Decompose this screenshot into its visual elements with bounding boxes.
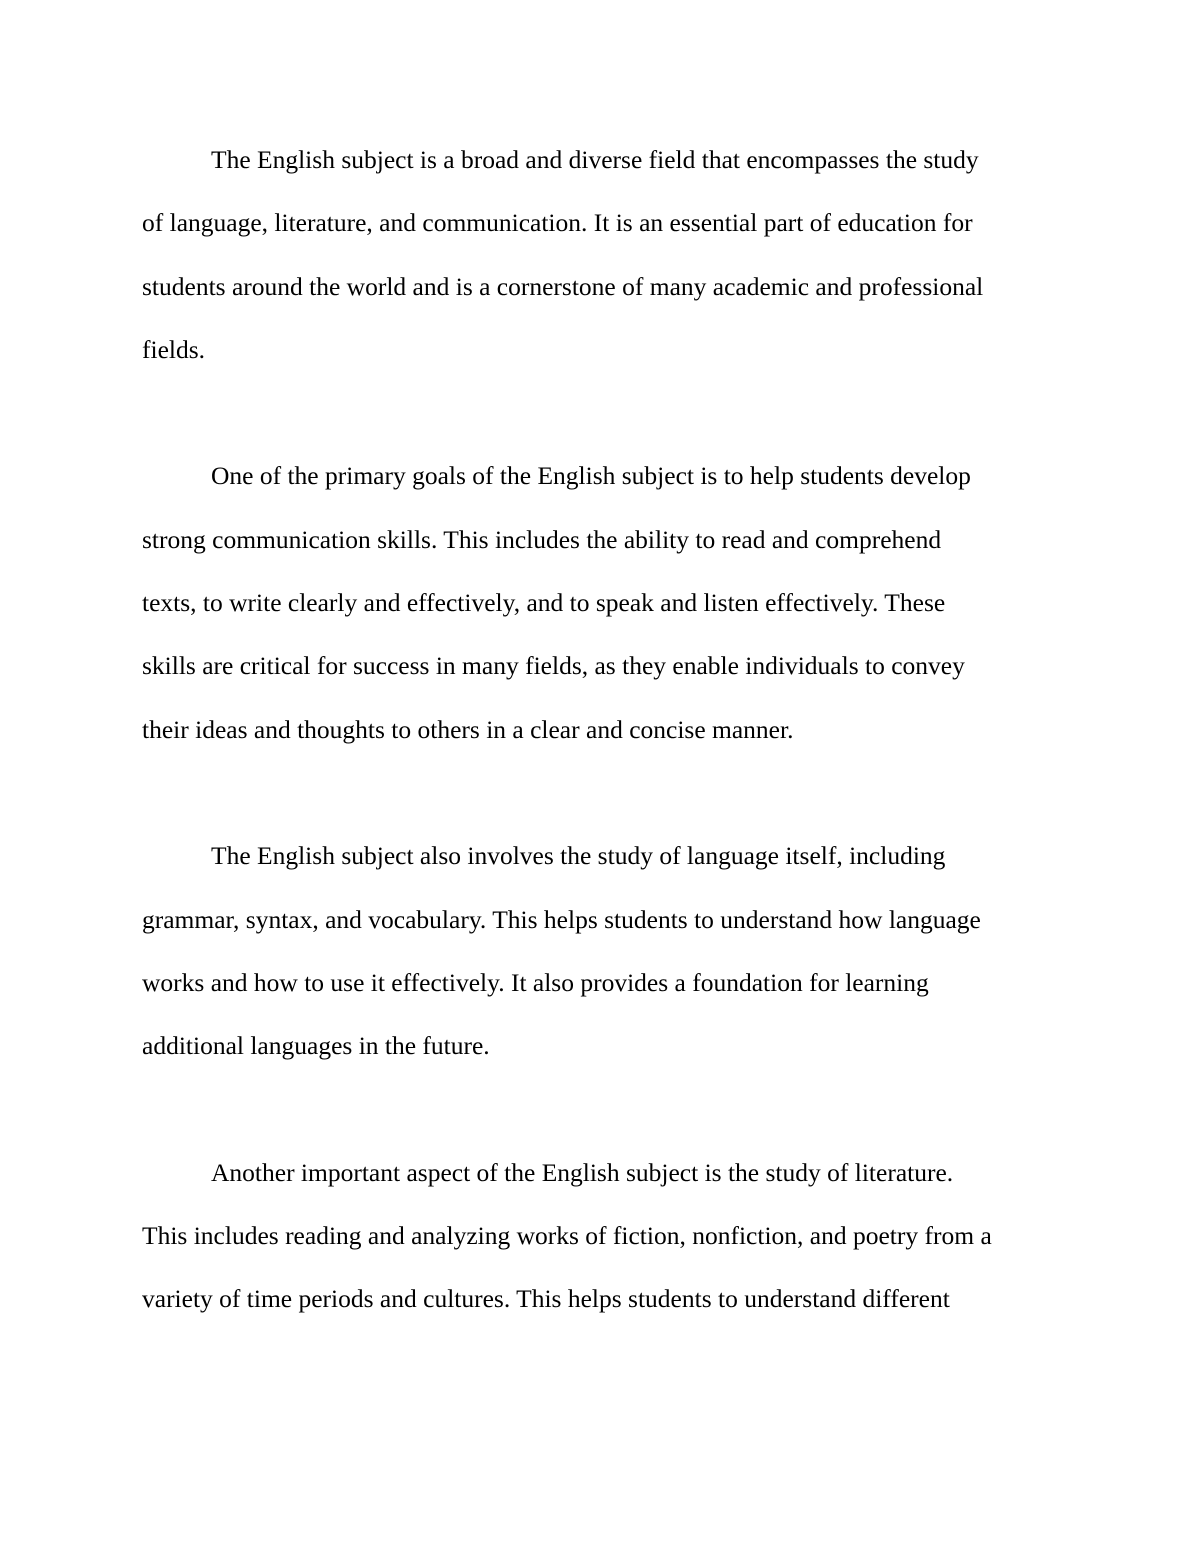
paragraph-spacer	[142, 761, 1060, 824]
paragraph-4	[142, 1141, 1060, 1331]
paragraph-line: of language, literature, and communication. It is an essential part of education for	[142, 208, 973, 238]
paragraph-line: fields.	[142, 334, 206, 364]
paragraph-line: This includes reading and analyzing works of fiction, nonfiction, and poetry from a	[142, 1221, 992, 1251]
paragraph-line: works and how to use it effectively. It also provides a foundation for learning	[142, 967, 929, 997]
paragraph-line: Another important aspect of the English subject is the study of literature.	[211, 1157, 954, 1187]
paragraph-3	[142, 824, 1060, 1077]
paragraph-1	[142, 128, 1060, 381]
paragraph-line: grammar, syntax, and vocabulary. This helps students to understand how language	[142, 904, 981, 934]
paragraph-line: texts, to write clearly and effectively, and to speak and listen effectively. These	[142, 588, 946, 618]
paragraph-line: strong communication skills. This includes the ability to read and comprehend	[142, 524, 942, 554]
paragraph-2	[142, 444, 1060, 760]
paragraph-line: additional languages in the future.	[142, 1031, 490, 1061]
paragraph-line: variety of time periods and cultures. This helps students to understand different	[142, 1284, 950, 1314]
paragraph-spacer	[142, 1077, 1060, 1140]
paragraph-line: skills are critical for success in many fields, as they enable individuals to convey	[142, 651, 965, 681]
paragraph-line: One of the primary goals of the English subject is to help students develop	[211, 461, 971, 491]
paragraph-line: The English subject is a broad and diverse field that encompasses the study	[211, 145, 979, 174]
paragraph-spacer	[142, 381, 1060, 444]
paragraph-line: students around the world and is a cornerstone of many academic and professional	[142, 271, 984, 301]
paragraph-line: The English subject also involves the study of language itself, including	[211, 841, 946, 871]
document-body	[142, 128, 1060, 1331]
paragraph-line: their ideas and thoughts to others in a clear and concise manner.	[142, 714, 794, 744]
